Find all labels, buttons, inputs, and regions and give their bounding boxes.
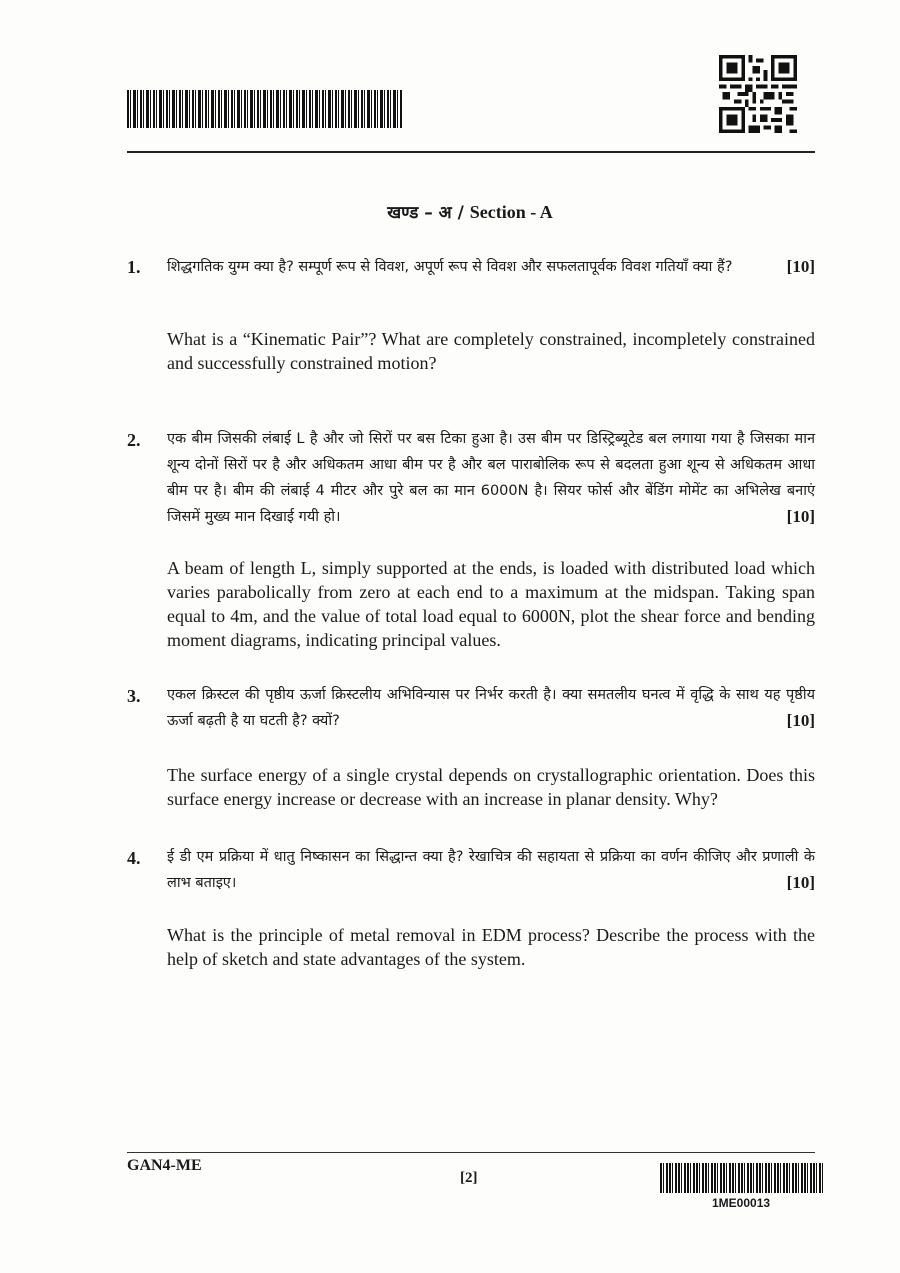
question-english: The surface energy of a single crystal depends on crystallographic orientation. Does this surface energy increase or decrease with an increase in planar density. Why? [167, 765, 815, 809]
question-english: What is a “Kinematic Pair”? What are completely constrained, incompletely constrained and successfully constrained motion? [167, 329, 815, 373]
question-hindi [167, 682, 815, 734]
question-hindi-text: शिद्धगतिक युग्म क्या है? सम्पूर्ण रूप से विवश, अपूर्ण रूप से विवश और सफलतापूर्वक विवश गतियाँ क्या हैं? [167, 259, 733, 275]
question-english: A beam of length L, simply supported at the ends, is loaded with distributed load which varies parabolically from zero at each end to a maximum at the midspan. Taking span equal to 4m, and the value of total load equal to 6000N, plot the shear force and bending moment diagrams, indicating principal values. [167, 558, 815, 650]
section-heading [0, 200, 900, 223]
qr-code [719, 55, 797, 133]
question-marks: [10] [786, 873, 815, 892]
question-hindi-text: एक बीम जिसकी लंबाई L है और जो सिरों पर बस टिका हुआ है। उस बीम पर डिस्ट्रिब्यूटेड बल लगाया गया है जिसका मान शून्य दोनों सिरों पर है और अधिकतम आधा बीम पर है और बल पाराबोलिक रूप से बदलता हुआ शून्य से अधिकतम आधा बीम पर है। बीम की लंबाई 4 मीटर और पुरे बल का मान 6000N है। सियर फोर्स और बेंडिंग मोमेंट का अभिलेख बनाएं जिसमें मुख्य मान दिखाई गयी हो। [167, 431, 815, 525]
question-hindi [167, 426, 815, 530]
question-marks: [10] [786, 507, 815, 526]
header-rule [127, 151, 815, 153]
section-heading-hindi: खण्ड – अ / [387, 203, 464, 223]
question-number: 2. [127, 430, 141, 450]
question-hindi [167, 254, 815, 280]
question-marks: [10] [786, 257, 815, 276]
footer-rule [127, 1152, 815, 1153]
question-number: 3. [127, 686, 141, 706]
page-number: [2] [460, 1170, 478, 1186]
header-barcode [127, 90, 402, 128]
question-hindi-text: एकल क्रिस्टल की पृष्ठीय ऊर्जा क्रिस्टलीय अभिविन्यास पर निर्भर करती है। क्या समतलीय घनत्व में वृद्धि के साथ यह पृष्ठीय ऊर्जा बढ़ती है या घटती है? क्यों? [167, 687, 815, 729]
question-english: What is the principle of metal removal in EDM process? Describe the process with the help of sketch and state advantages of the system. [167, 925, 815, 969]
question-number: 1. [127, 257, 141, 277]
question-hindi-text: ई डी एम प्रक्रिया में धातु निष्कासन का सिद्धान्त क्या है? रेखाचित्र की सहायता से प्रक्रिया का वर्णन कीजिए और प्रणाली के लाभ बताइए। [167, 849, 815, 891]
question-number: 4. [127, 848, 141, 868]
section-heading-english: Section - A [469, 202, 553, 222]
footer-barcode [660, 1163, 823, 1193]
question-hindi [167, 844, 815, 896]
question-marks: [10] [786, 711, 815, 730]
paper-code: GAN4-ME [127, 1157, 202, 1174]
barcode-id: 1ME00013 [712, 1196, 771, 1210]
